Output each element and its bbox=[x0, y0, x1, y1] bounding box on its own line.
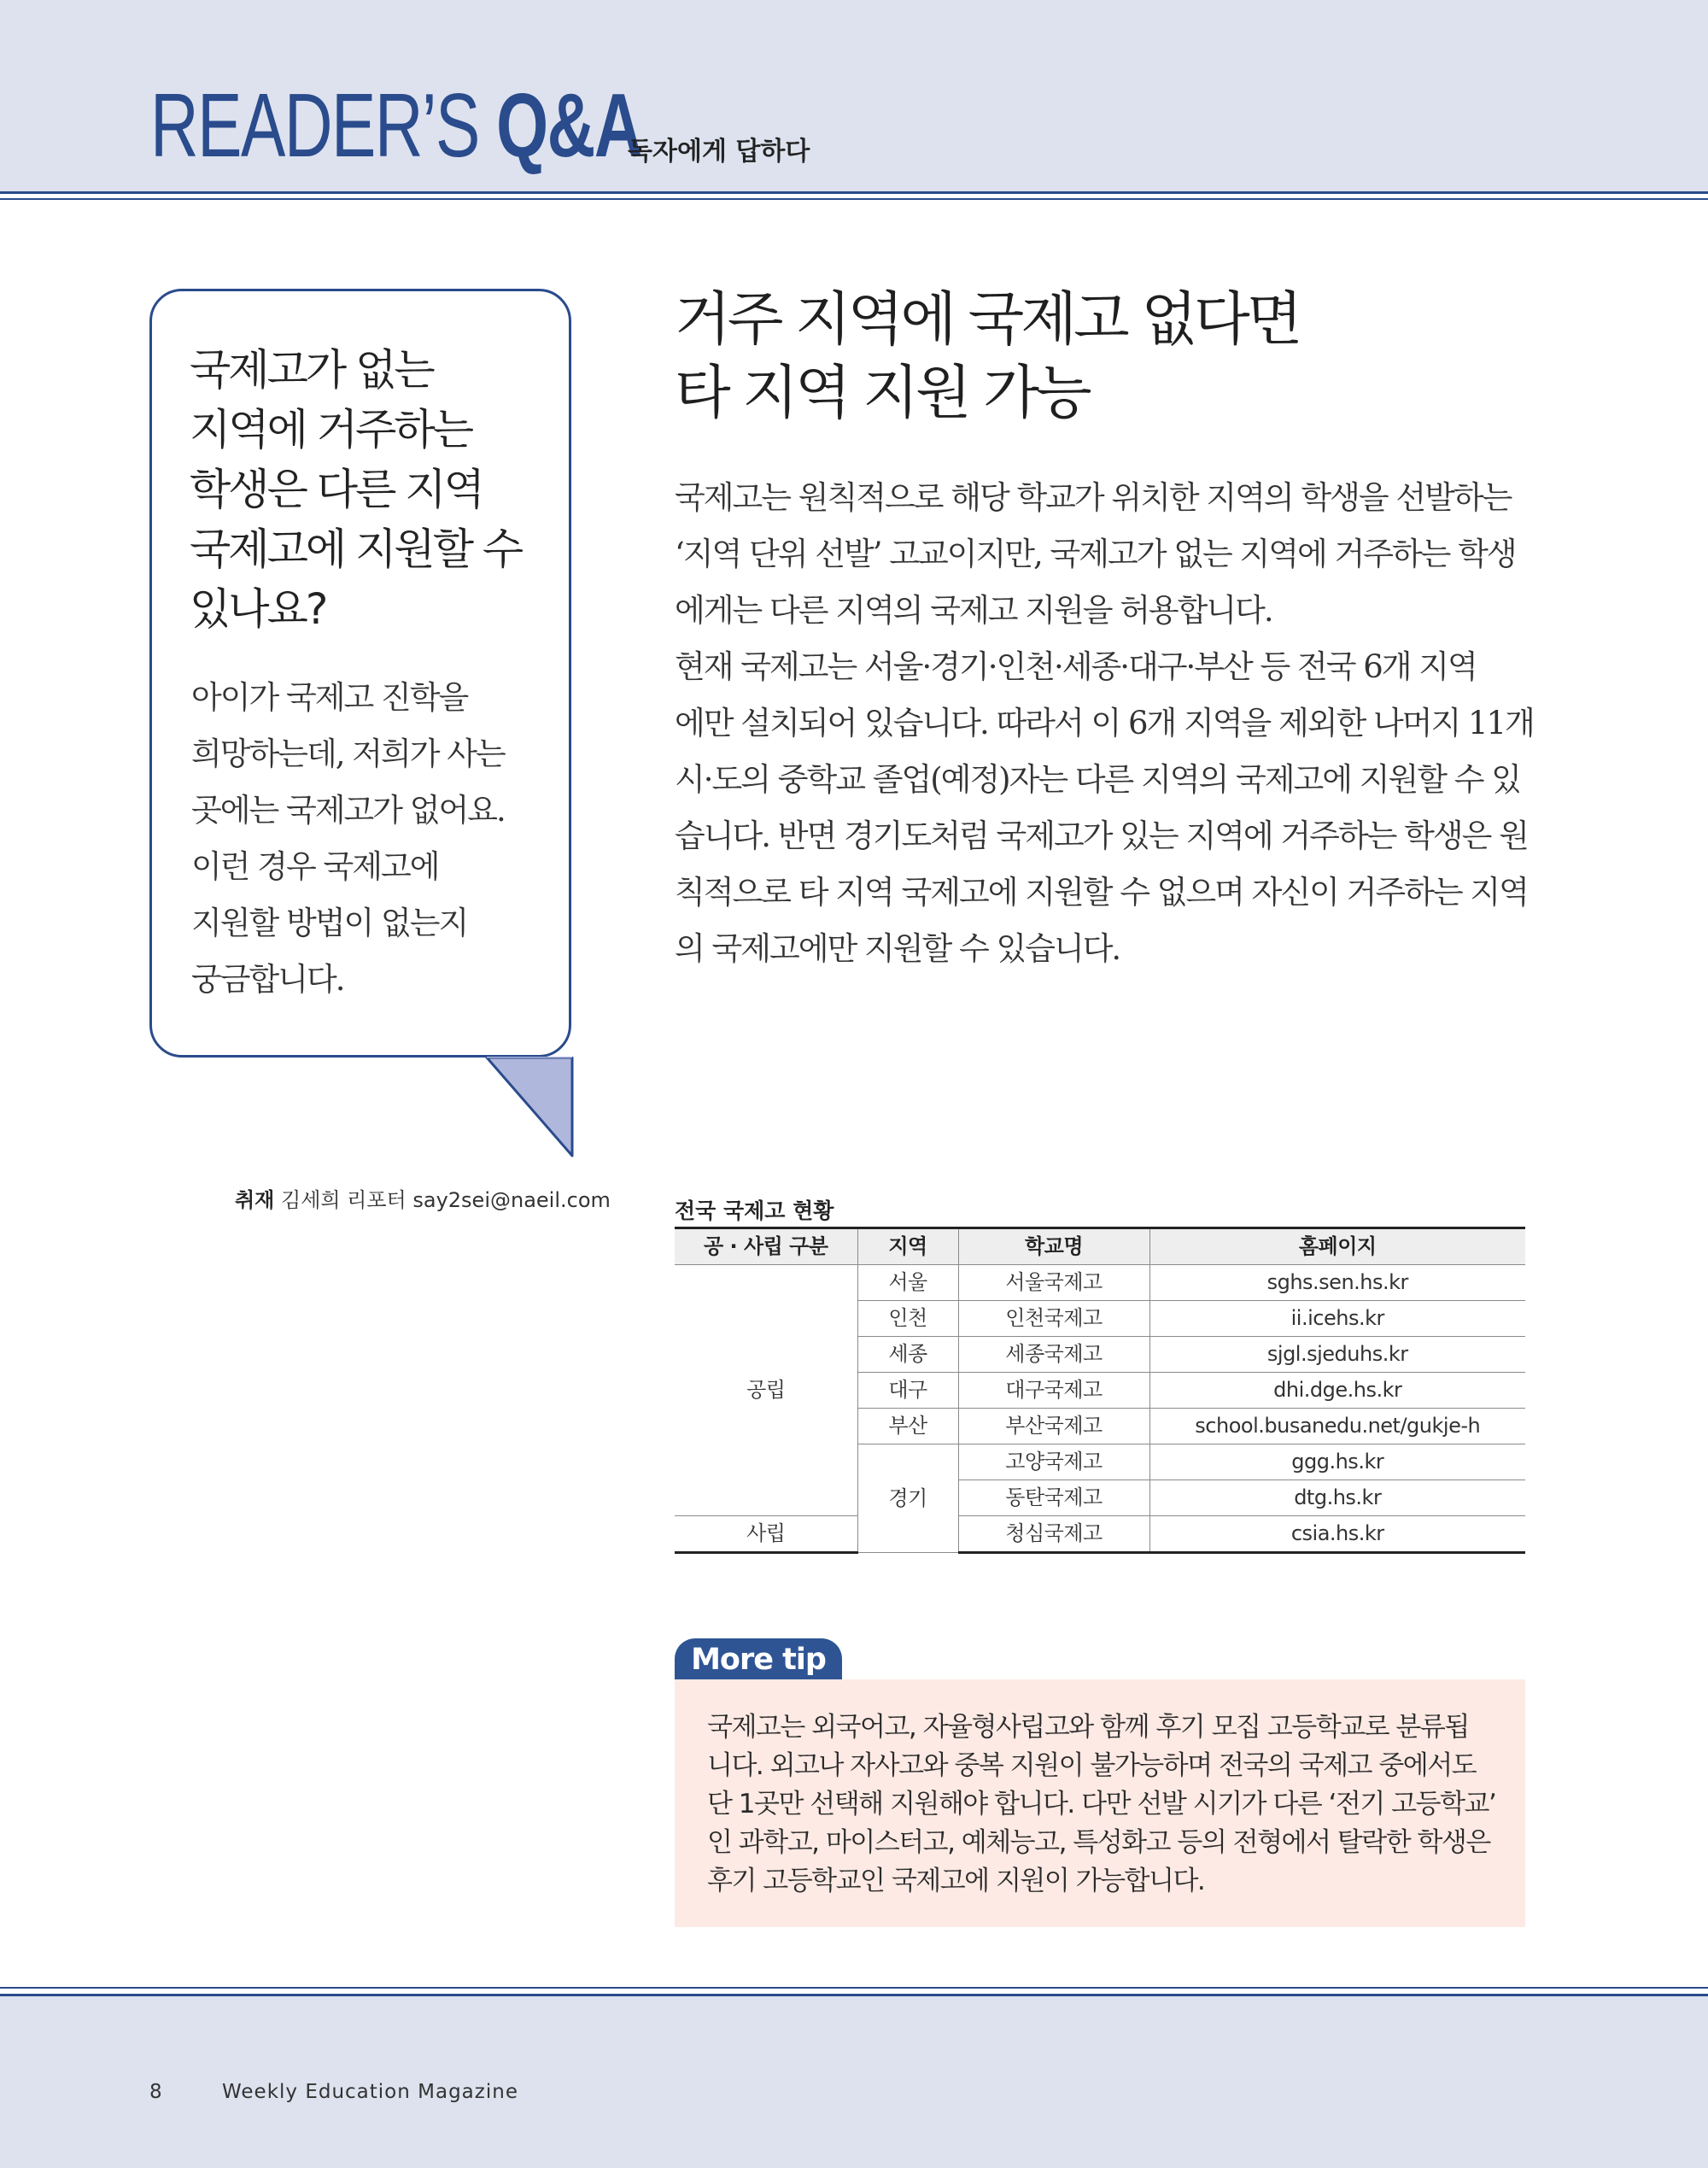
article-title-line: 거주 지역에 국제고 없다면 bbox=[675, 286, 1300, 354]
reporter-credit bbox=[235, 1183, 611, 1213]
tip-text bbox=[707, 1708, 1510, 1901]
question-title-line: 국제고에 지원할 수 bbox=[190, 524, 522, 574]
tip-label: More tip bbox=[691, 1643, 826, 1677]
header-rule-bottom bbox=[0, 198, 1708, 200]
table-row bbox=[675, 1516, 1525, 1553]
article-body-line: 에만 설치되어 있습니다. 따라서 이 6개 지역을 제외한 나머지 11개 bbox=[675, 705, 1534, 741]
article-body-line: 습니다. 반면 경기도처럼 국제고가 있는 지역에 거주하는 학생은 원 bbox=[675, 817, 1528, 854]
tip-line: 인 과학고, 마이스터고, 예체능고, 특성화고 등의 전형에서 탈락한 학생은 bbox=[707, 1827, 1490, 1858]
school-cell: 부산국제고 bbox=[958, 1409, 1149, 1444]
schools-table bbox=[675, 1227, 1525, 1554]
article-body bbox=[675, 470, 1534, 977]
region-cell: 부산 bbox=[857, 1409, 958, 1444]
article-body-line: ‘지역 단위 선발’ 고교이지만, 국제고가 없는 지역에 거주하는 학생 bbox=[675, 536, 1516, 572]
region-cell: 대구 bbox=[857, 1373, 958, 1409]
region-cell-gyeonggi: 경기 bbox=[857, 1444, 958, 1553]
article-body-line: 시·도의 중학교 졸업(예정)자는 다른 지역의 국제고에 지원할 수 있 bbox=[675, 761, 1521, 798]
page-number: 8 bbox=[149, 2081, 162, 2103]
question-body-line: 지원할 방법이 없는지 bbox=[191, 905, 468, 941]
column-header: 공 · 사립 구분 bbox=[675, 1228, 857, 1265]
homepage-cell: csia.hs.kr bbox=[1149, 1516, 1525, 1553]
article-body-line: 에게는 다른 지역의 국제고 지원을 허용합니다. bbox=[675, 592, 1272, 629]
bubble-tail-icon bbox=[485, 1057, 576, 1159]
magazine-name: Weekly Education Magazine bbox=[222, 2081, 518, 2103]
footer-rule-bottom bbox=[0, 1994, 1708, 1996]
section-title-qa: Q&A bbox=[496, 75, 642, 176]
homepage-cell: dtg.hs.kr bbox=[1149, 1480, 1525, 1516]
type-cell-public: 공립 bbox=[675, 1265, 857, 1516]
homepage-cell: sghs.sen.hs.kr bbox=[1149, 1265, 1525, 1301]
homepage-cell: ii.icehs.kr bbox=[1149, 1301, 1525, 1337]
homepage-cell: dhi.dge.hs.kr bbox=[1149, 1373, 1525, 1409]
school-cell: 인천국제고 bbox=[958, 1301, 1149, 1337]
section-title-prefix: READER’S bbox=[150, 75, 497, 176]
school-cell: 대구국제고 bbox=[958, 1373, 1149, 1409]
tip-line: 후기 고등학교인 국제고에 지원이 가능합니다. bbox=[707, 1866, 1205, 1896]
question-body-line: 아이가 국제고 진학을 bbox=[191, 679, 468, 716]
question-title-line: 국제고가 없는 bbox=[190, 345, 433, 395]
tip-line: 국제고는 외국어고, 자율형사립고와 함께 후기 모집 고등학교로 분류됩 bbox=[707, 1712, 1469, 1743]
article-body-line: 의 국제고에만 지원할 수 있습니다. bbox=[675, 930, 1120, 967]
question-body-line: 희망하는데, 저희가 사는 bbox=[191, 735, 505, 772]
school-cell: 서울국제고 bbox=[958, 1265, 1149, 1301]
question-title-line: 지역에 거주하는 bbox=[190, 405, 471, 454]
school-cell: 동탄국제고 bbox=[958, 1480, 1149, 1516]
homepage-cell: ggg.hs.kr bbox=[1149, 1444, 1525, 1480]
article-title bbox=[675, 284, 1299, 431]
article-title-line: 타 지역 지원 가능 bbox=[675, 360, 1089, 427]
school-cell: 청심국제고 bbox=[958, 1516, 1149, 1553]
question-body-line: 이런 경우 국제고에 bbox=[191, 848, 439, 885]
school-cell: 세종국제고 bbox=[958, 1337, 1149, 1373]
table-header-row bbox=[675, 1228, 1525, 1265]
question-body-line: 궁금합니다. bbox=[191, 961, 344, 998]
credit-text: 김세희 리포터 say2sei@naeil.com bbox=[274, 1188, 611, 1212]
article-body-line: 칙적으로 타 지역 국제고에 지원할 수 없으며 자신이 거주하는 지역 bbox=[675, 874, 1528, 911]
table-row bbox=[675, 1265, 1525, 1301]
header-rule-top bbox=[0, 191, 1708, 194]
question-body bbox=[191, 670, 550, 1008]
question-title-line: 있나요? bbox=[190, 584, 326, 634]
article-body-line: 현재 국제고는 서울·경기·인천·세종·대구·부산 등 전국 6개 지역 bbox=[675, 648, 1477, 685]
article-body-line: 국제고는 원칙적으로 해당 학교가 위치한 지역의 학생을 선발하는 bbox=[675, 479, 1512, 516]
school-cell: 고양국제고 bbox=[958, 1444, 1149, 1480]
tip-line: 단 1곳만 선택해 지원해야 합니다. 다만 선발 시기가 다른 ‘전기 고등학교’ bbox=[707, 1789, 1496, 1819]
tip-line: 니다. 외고나 자사고와 중복 지원이 불가능하며 전국의 국제고 중에서도 bbox=[707, 1750, 1477, 1781]
region-cell: 인천 bbox=[857, 1301, 958, 1337]
type-cell-private: 사립 bbox=[675, 1516, 857, 1553]
homepage-cell: sjgl.sjeduhs.kr bbox=[1149, 1337, 1525, 1373]
footer-rule-top bbox=[0, 1987, 1708, 1989]
column-header: 학교명 bbox=[958, 1228, 1149, 1265]
table-title: 전국 국제고 현황 bbox=[675, 1198, 834, 1223]
column-header: 홈페이지 bbox=[1149, 1228, 1525, 1265]
section-title bbox=[150, 75, 642, 176]
region-cell: 세종 bbox=[857, 1337, 958, 1373]
homepage-cell: school.busanedu.net/gukje-h bbox=[1149, 1409, 1525, 1444]
column-header: 지역 bbox=[857, 1228, 958, 1265]
question-body-line: 곳에는 국제고가 없어요. bbox=[191, 792, 505, 829]
region-cell: 서울 bbox=[857, 1265, 958, 1301]
question-title bbox=[190, 340, 565, 639]
question-title-line: 학생은 다른 지역 bbox=[190, 465, 483, 514]
credit-label: 취재 bbox=[235, 1188, 275, 1212]
section-subtitle: 독자에게 답하다 bbox=[628, 137, 810, 167]
